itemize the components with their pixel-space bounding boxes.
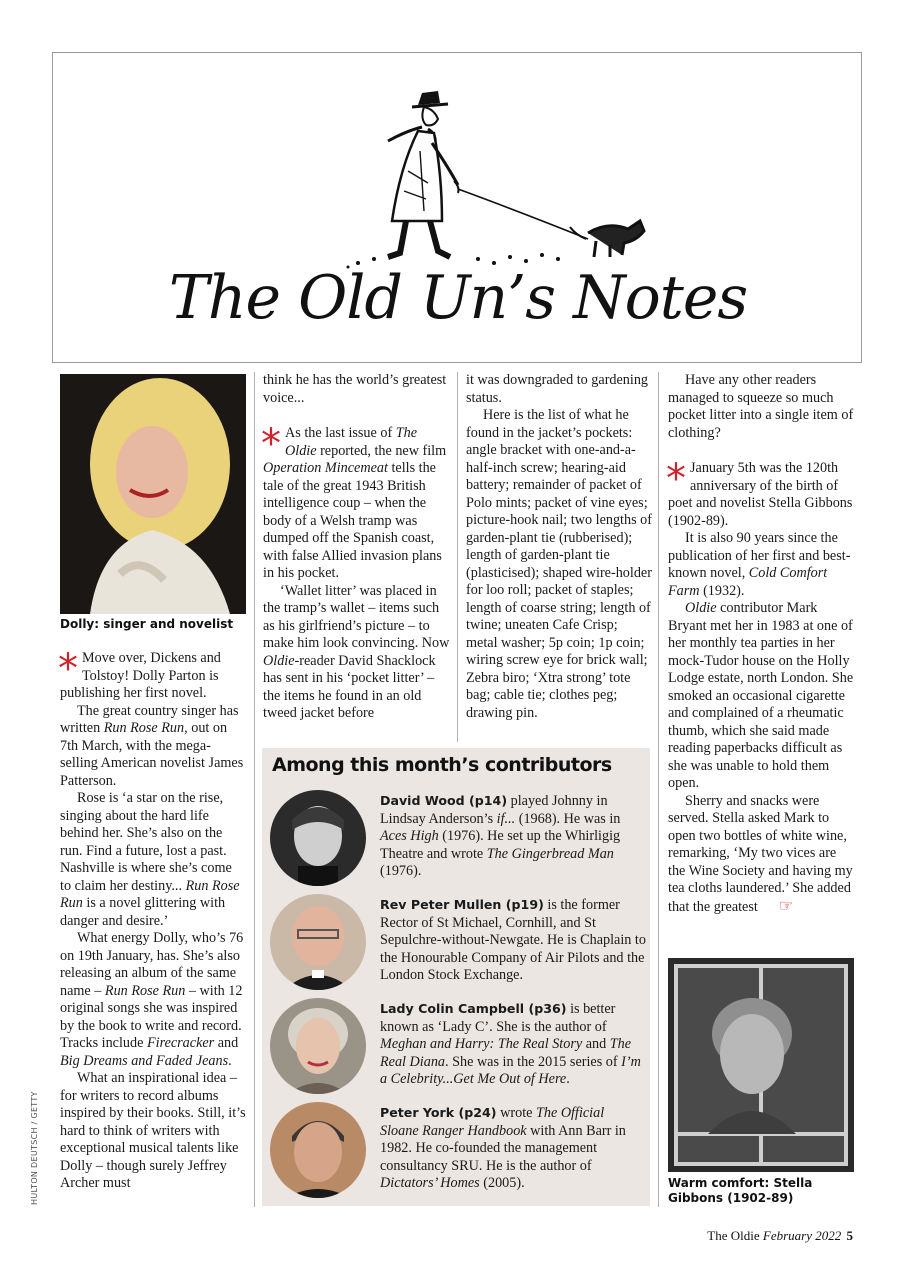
film-title: Aces High <box>380 828 439 844</box>
text: (2005). <box>479 1175 525 1191</box>
text: . She was in the 2015 series of <box>445 1053 622 1070</box>
text: tells the tale of the great 1943 British intelligence coup – when the body of a Welsh tramp was dumped off the Spanish coast, with false Allied invasion plans in his pocket. <box>263 460 442 581</box>
paragraph <box>60 790 246 930</box>
contributor-bio <box>380 1104 646 1193</box>
contributor-name: Rev Peter Mullen (p19) <box>380 897 544 912</box>
text: It is also 90 years since the publication of her first and best-known novel, <box>668 530 851 581</box>
book-title: Run Rose Run <box>60 877 240 911</box>
paragraph <box>466 407 652 722</box>
man-walking-dog-illustration <box>288 71 648 271</box>
contributor-item <box>270 998 642 1098</box>
text: reported, the new film <box>316 442 447 459</box>
paragraph <box>263 372 451 407</box>
tv-show-title: I’m a Celebrity...Get Me Out of Here <box>380 1053 641 1087</box>
page-number: 5 <box>846 1228 853 1243</box>
column-rule <box>658 372 659 1207</box>
book-title: The Real Diana <box>380 1036 632 1070</box>
paragraph <box>668 530 854 600</box>
magazine-title: The Oldie <box>285 425 418 459</box>
contributor-bio <box>380 792 646 881</box>
play-title: The Gingerbread Man <box>486 845 614 862</box>
issue-date: February 2022 <box>762 1228 842 1243</box>
pointing-hand-icon: ☞ <box>778 897 794 915</box>
text: -reader David Shacklock has sent in his ‘pocket litter’ – the items he found in an old tweed jacket before <box>263 652 436 721</box>
text: contributor Mark Bryant met her in 1983 at one of her monthly tea parties in her mock-Tudor house on the Holly Lodge estate, north London. She smoked an occasional cigarette and complained of a rheumatic thumb, which she said made reading paperbacks difficult as she was unable to hold them open. <box>668 600 854 791</box>
paragraph <box>466 372 652 407</box>
column-rule <box>254 372 255 1207</box>
contributor-name: Lady Colin Campbell (p36) <box>380 1001 567 1016</box>
photo-credit: HULTON DEUTSCH / GETTY <box>30 1091 39 1205</box>
text: and <box>582 1036 610 1052</box>
text: January 5th was the 120th anniversary of the birth of poet and novelist Stella Gibbons (1902-89). <box>668 460 853 529</box>
contributors-heading: Among this month’s contributors <box>272 754 612 776</box>
dolly-photo-caption: Dolly: singer and novelist <box>60 617 234 631</box>
paragraph <box>668 793 854 917</box>
paragraph <box>60 703 246 791</box>
stella-photo-caption: Warm comfort: Stella Gibbons (1902-89) <box>668 1176 813 1205</box>
contributor-item <box>270 894 646 994</box>
column-4-text <box>668 372 854 916</box>
contributor-portrait <box>270 894 366 990</box>
book-title: The Official Sloane Ranger Handbook <box>380 1105 605 1139</box>
text: Move over, Dickens and Tolstoy! Dolly Parton is publishing her first novel. <box>60 650 221 701</box>
contributor-name: David Wood (p14) <box>380 793 508 808</box>
contributors-box <box>262 748 650 1206</box>
paragraph <box>60 930 246 1070</box>
text: and <box>214 1035 239 1051</box>
text: The great country singer has written <box>60 702 239 736</box>
column-1-text <box>58 646 246 1193</box>
text: (1968). He was in <box>515 810 621 827</box>
text: (1976). <box>380 863 422 879</box>
contributor-item <box>270 790 642 890</box>
text: it was downgraded to gardening status. <box>466 372 649 406</box>
book-title: Run Rose Run <box>103 720 185 736</box>
track-title: Big Dreams and Faded Jeans <box>60 1052 229 1069</box>
text: (1976). He set up the Whirligig Theatre and wrote <box>380 828 621 862</box>
contributor-bio <box>380 1000 646 1089</box>
film-title: Operation Mincemeat <box>263 460 388 476</box>
contributor-name: Peter York (p24) <box>380 1105 497 1120</box>
text: ‘Wallet litter’ was placed in the tramp’s wallet – items such as his girlfriend’s picture – to make him look convincing. Now <box>263 582 450 651</box>
paragraph <box>666 456 854 530</box>
text: . <box>566 1071 570 1087</box>
page-title: The Old Un’s Notes <box>168 263 748 333</box>
text: is a novel glittering with danger and desire.’ <box>60 895 226 929</box>
paragraph <box>668 600 854 793</box>
text: , out on 7th March, with the mega-selling American novelist James Patterson. <box>60 720 244 789</box>
stella-gibbons-photo <box>668 958 854 1172</box>
column-2-text <box>263 372 451 723</box>
paragraph <box>263 583 451 723</box>
contributor-portrait <box>270 790 366 886</box>
magazine-title: Oldie <box>685 600 717 616</box>
masthead <box>52 52 862 363</box>
paragraph <box>60 1070 246 1193</box>
text: As the last issue of <box>285 425 396 441</box>
book-title: Dictators’ Homes <box>380 1175 480 1191</box>
text: Here is the list of what he found in the jacket’s pockets: angle bracket with one-and-a-half-inch screw; hearing-aid battery; remainder of packet of Polo mints; packet of vine eyes; picture-hook nail; two lengths of garden-plant tie (rubberised); length of garden-plant tie (plasticised); shaped wire-holder for loo roll; packet of staples; length of coarse string; length of twine; uneaten Cafe Crisp; metal washer; 5p coin; 1p coin; wiring screw eye for brick wall; Zebra biro; ‘Xtra strong’ tote bag; cable tie; clothes peg; drawing pin. <box>466 407 652 721</box>
paragraph <box>261 421 451 583</box>
text: What an inspirational idea – for writers to record albums inspired by their books. Still, it’s hard to think of writers with exceptional musical talents like Dolly – though surely Jeffrey Archer must <box>60 1070 246 1191</box>
text: wrote <box>496 1105 536 1121</box>
asterisk-icon: * <box>666 456 686 502</box>
album-title: Run Rose Run <box>104 982 186 999</box>
text: played Johnny in Lindsay Anderson’s <box>380 793 608 827</box>
dolly-parton-photo <box>60 374 246 614</box>
contributor-portrait <box>270 1102 366 1198</box>
book-title: Meghan and Harry: The Real Story <box>380 1036 583 1052</box>
text: (1932). <box>699 582 745 599</box>
text: is better known as ‘Lady C’. She is the author of <box>380 1001 616 1035</box>
text: is the former Rector of St Michael, Cornhill, and St Sepulchre-without-Newgate. He is Chaplain to the Honourable Company of Air Pilots and the London Stock Exchange. <box>380 897 646 983</box>
text: . <box>228 1052 232 1069</box>
contributor-portrait <box>270 998 366 1094</box>
magazine-title: Oldie <box>263 652 295 669</box>
column-3-text <box>466 372 652 722</box>
column-rule <box>457 372 458 742</box>
text: Sherry and snacks were served. Stella asked Mark to open two bottles of white wine, remarking, ‘My two vices are the Wine Society and having my tea cloths laundered.’ She added that the greatest <box>668 792 853 915</box>
contributor-item <box>270 1102 642 1202</box>
text: think he has the world’s greatest voice... <box>263 372 447 406</box>
text: Have any other readers managed to squeeze so much pocket litter into a single item of clothing? <box>668 372 854 441</box>
paragraph <box>58 646 246 703</box>
text: with Ann Barr in 1982. He co-founded the management consultancy SRU. He is the author of <box>380 1122 626 1174</box>
text: – with 12 original songs she was inspired by the book to write and record. Tracks include <box>60 982 243 1051</box>
text: What energy Dolly, who’s 76 on 19th January, has. She’s also releasing an album of the same name – <box>60 930 244 999</box>
asterisk-icon: * <box>261 421 281 467</box>
contributor-bio <box>380 896 646 985</box>
text: Rose is ‘a star on the rise, singing about the hard life behind her. She’s also on the run. Find a future, lost a past. Nashville is where she’s come to claim her destiny... <box>60 790 232 894</box>
track-title: Firecracker <box>146 1035 215 1051</box>
asterisk-icon: * <box>58 646 78 692</box>
paragraph <box>668 372 854 442</box>
publication-name: The Oldie <box>707 1228 760 1243</box>
book-title: Cold Comfort Farm <box>668 565 828 599</box>
film-title: if... <box>496 810 516 827</box>
page-footer <box>707 1228 853 1244</box>
